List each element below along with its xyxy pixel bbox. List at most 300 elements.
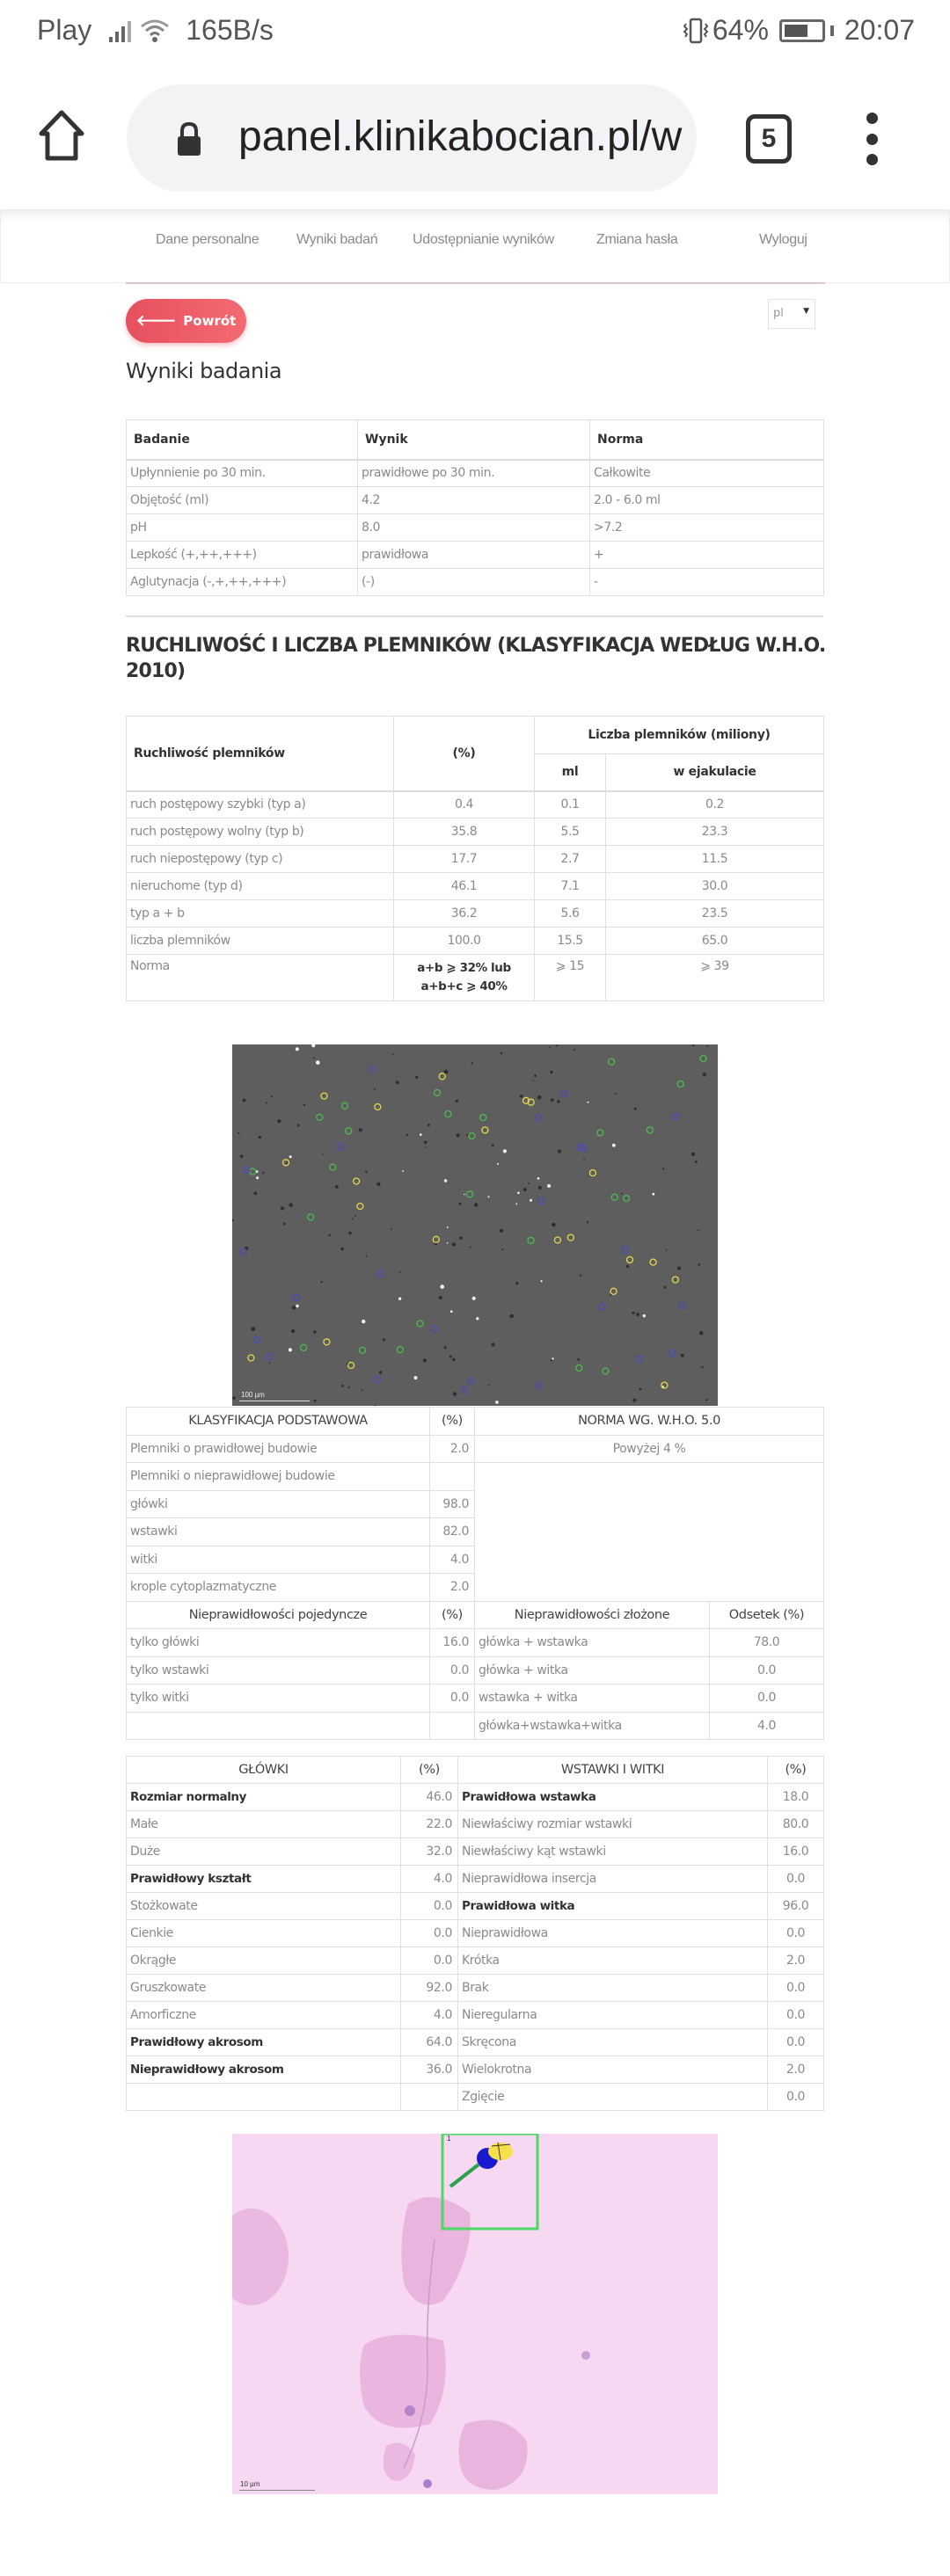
particle: [256, 1176, 259, 1179]
head-category-value: [401, 2084, 458, 2111]
particle: [253, 1192, 257, 1196]
head-category-value: 46.0: [401, 1784, 458, 1811]
particle: [341, 1385, 344, 1387]
overflow-menu-icon[interactable]: [866, 113, 878, 165]
col-header-result: Wynik: [358, 420, 590, 460]
particle: [695, 1161, 698, 1163]
particle: [399, 1271, 401, 1273]
head-category-label: Gruszkowate: [127, 1975, 401, 2002]
particle: [532, 1080, 534, 1081]
particle: [636, 1313, 639, 1316]
particle: [500, 1229, 503, 1233]
col-header-complex-abnormalities: Nieprawidłowości złożone: [475, 1601, 710, 1629]
test-result: 4.2: [358, 487, 590, 514]
particle: [379, 1371, 383, 1374]
particle: [626, 1265, 629, 1268]
count-per-ml: 0.1: [535, 791, 606, 819]
url-text[interactable]: panel.klinikabocian.pl/w: [238, 113, 683, 160]
particle: [706, 1045, 708, 1047]
particle: [423, 1358, 427, 1362]
sperm-marker: [348, 1363, 354, 1369]
head-category-value: 36.0: [401, 2056, 458, 2084]
sperm-marker: [467, 1191, 473, 1197]
sperm-marker: [554, 1237, 560, 1243]
sperm-marker: [537, 1383, 543, 1389]
particle: [320, 1281, 322, 1283]
particle: [677, 1266, 681, 1270]
test-result: prawidłowa: [358, 542, 590, 569]
particle: [698, 1230, 699, 1232]
motility-percent: 35.8: [394, 819, 535, 846]
sperm-marker: [589, 1170, 596, 1176]
battery-tip: [830, 25, 834, 36]
sperm-marker: [397, 1347, 403, 1353]
language-select[interactable]: [768, 299, 815, 329]
midpiece-category-value: 0.0: [768, 1975, 824, 2002]
particle: [550, 1071, 552, 1073]
complex-abnormality-label: główka + witka: [475, 1656, 710, 1685]
table-row: [127, 2056, 824, 2084]
caret-down-icon: ▼: [803, 307, 809, 316]
particle: [556, 1044, 558, 1046]
test-name: pH: [127, 514, 358, 542]
sperm-marker: [250, 1168, 256, 1175]
browser-toolbar: [0, 67, 950, 207]
sperm-marker: [599, 1303, 605, 1309]
sperm-marker: [359, 1347, 365, 1353]
particle: [470, 1247, 471, 1248]
table-row: [127, 1712, 824, 1740]
particle: [251, 1327, 255, 1331]
nav-test-results[interactable]: Wyniki badań: [296, 232, 378, 247]
head-category-value: 0.0: [401, 1947, 458, 1975]
sperm-marker: [346, 1128, 352, 1134]
midpiece-category-value: 80.0: [768, 1811, 824, 1838]
particle: [447, 1242, 449, 1244]
table-row: [127, 1975, 824, 2002]
particle: [457, 1133, 460, 1137]
particle: [439, 1296, 442, 1299]
particle: [515, 1282, 518, 1284]
sperm-marker: [469, 1133, 475, 1139]
particle: [406, 1134, 408, 1136]
motility-type: ruch postępowy szybki (typ a): [127, 791, 394, 819]
sperm-marker: [576, 1365, 582, 1372]
basic-results-table: [126, 419, 824, 596]
home-icon[interactable]: [37, 109, 86, 162]
sperm-marker: [357, 1204, 363, 1210]
particle: [313, 1058, 315, 1059]
col-header-midpieces-tails: WSTAWKI I WITKI: [458, 1757, 768, 1784]
table-row: [127, 1629, 824, 1657]
morphology-microscope-image: [232, 2134, 718, 2494]
language-value: pl: [773, 307, 784, 320]
particle: [476, 1317, 479, 1320]
particle: [283, 1223, 286, 1226]
sperm-marker: [624, 1196, 630, 1202]
test-norm: -: [590, 569, 824, 596]
table-row: [127, 791, 824, 819]
particle: [456, 1100, 458, 1102]
scale-label: 100 µm: [241, 1391, 265, 1399]
particle: [281, 1206, 284, 1210]
norm-ejaculate: ⩾ 39: [606, 955, 824, 1001]
particle: [296, 1047, 299, 1051]
midpiece-marker: [450, 2165, 479, 2187]
particle: [552, 1223, 556, 1227]
sperm-marker: [417, 1321, 423, 1327]
particle: [692, 1044, 695, 1046]
head-category-value: 64.0: [401, 2029, 458, 2056]
head-category-label: Duże: [127, 1838, 401, 1866]
table-row: [127, 1866, 824, 1893]
nav-share-results[interactable]: Udostępnianie wyników: [413, 232, 554, 247]
nucleus: [405, 2405, 415, 2416]
particle: [538, 1186, 542, 1190]
sperm-marker: [622, 1247, 628, 1253]
particle: [699, 1331, 704, 1335]
particle: [663, 1286, 666, 1289]
head-category-value: 22.0: [401, 1811, 458, 1838]
sperm-marker: [445, 1111, 451, 1117]
motility-type: ruch niepostępowy (typ c): [127, 846, 394, 873]
col-header-test: Badanie: [127, 420, 358, 460]
battery-percent: 64%: [712, 14, 769, 46]
particle: [366, 1255, 368, 1257]
particle: [361, 1389, 362, 1391]
address-bar[interactable]: [127, 84, 697, 192]
midpiece-category-value: 96.0: [768, 1893, 824, 1920]
sperm-marker: [669, 1350, 676, 1357]
motility-type: typ a + b: [127, 900, 394, 928]
status-bar: [0, 0, 950, 67]
sperm-marker: [240, 1248, 246, 1255]
head-category-value: 92.0: [401, 1975, 458, 2002]
table-row-norm: [127, 955, 824, 1001]
particle: [452, 1358, 455, 1361]
motility-type: nieruchome (typ d): [127, 873, 394, 900]
single-abnormality-label: tylko witki: [127, 1685, 430, 1713]
col-header-complex-percent: Odsetek (%): [710, 1601, 824, 1629]
particle: [240, 1155, 244, 1159]
cytoplasmic-droplets-value: 2.0: [430, 1574, 475, 1602]
table-row: [127, 1435, 824, 1463]
midpiece-category-value: 2.0: [768, 1947, 824, 1975]
particle: [328, 1234, 331, 1237]
particle: [396, 1081, 399, 1084]
complex-abnormality-value: 4.0: [710, 1712, 824, 1740]
table-row: [127, 928, 824, 955]
particle: [348, 1232, 351, 1234]
back-button[interactable]: [126, 299, 246, 343]
particle: [450, 1310, 453, 1313]
count-per-ml: 15.5: [535, 928, 606, 955]
particle: [289, 1348, 292, 1351]
sperm-marker: [480, 1115, 486, 1121]
test-norm: >7.2: [590, 514, 824, 542]
arrow-left-icon: 🡐: [135, 312, 177, 330]
sperm-marker: [567, 1234, 574, 1241]
particle: [523, 1188, 527, 1191]
midpiece-category-value: 0.0: [768, 1920, 824, 1947]
section-divider: [126, 615, 823, 617]
cell-blob: [232, 2209, 289, 2305]
norm-ml: ⩾ 15: [535, 955, 606, 1001]
particle: [444, 1346, 447, 1349]
sperm-marker: [462, 1386, 468, 1393]
test-name: Lepkość (+,++,+++): [127, 542, 358, 569]
sperm-marker: [468, 1379, 474, 1385]
particle: [316, 1060, 320, 1065]
particle: [238, 1132, 239, 1134]
sperm-marker: [647, 1127, 653, 1133]
particle: [447, 1226, 449, 1228]
single-abnormality-value: [430, 1712, 475, 1740]
morphology-table: [126, 1407, 824, 1740]
particle: [509, 1314, 514, 1319]
motility-image-canvas: [232, 1044, 718, 1406]
particle: [322, 1153, 324, 1155]
particle: [459, 1203, 462, 1205]
norm-label: Norma: [127, 955, 394, 1001]
particle: [335, 1185, 339, 1189]
midpiece-category-value: 2.0: [768, 2056, 824, 2084]
test-result: prawidłowe po 30 min.: [358, 460, 590, 487]
col-header-ml: ml: [535, 754, 606, 791]
midpiece-category-value: 16.0: [768, 1838, 824, 1866]
head-category-label: [127, 2084, 401, 2111]
table-row: [127, 900, 824, 928]
nucleus: [423, 2479, 432, 2488]
test-result: (-): [358, 569, 590, 596]
nav-divider: [126, 282, 825, 284]
complex-abnormality-label: główka + wstawka: [475, 1629, 710, 1657]
test-norm: Całkowite: [590, 460, 824, 487]
abnormal-heads-value: 98.0: [430, 1490, 475, 1518]
cytoplasmic-droplets-label: krople cytoplazmatyczne: [127, 1574, 430, 1602]
particle: [291, 1329, 295, 1333]
particle: [662, 1168, 664, 1169]
scale-bar: [239, 2490, 315, 2491]
table-row: [127, 1656, 824, 1685]
head-category-value: 4.0: [401, 1866, 458, 1893]
midpiece-category-label: Nieprawidłowa insercja: [458, 1866, 768, 1893]
midpiece-category-label: Skręcona: [458, 2029, 768, 2056]
particle: [698, 1263, 701, 1266]
particle: [289, 1203, 293, 1207]
nav-change-password[interactable]: Zmiana hasła: [596, 232, 678, 247]
particle: [558, 1150, 561, 1153]
sperm-marker: [597, 1130, 603, 1136]
sperm-marker: [538, 1197, 544, 1204]
norm-percent: [394, 955, 535, 1001]
particle: [666, 1249, 668, 1251]
site-nav: [0, 209, 950, 283]
table-row: [127, 1685, 824, 1713]
particle: [232, 1219, 234, 1222]
particle: [474, 1203, 478, 1206]
particle: [643, 1314, 646, 1317]
sperm-marker: [301, 1344, 307, 1350]
sperm-marker: [338, 1144, 344, 1150]
empty-norm-cell: [475, 1463, 824, 1602]
particle: [459, 1236, 463, 1240]
col-header-midpieces-percent: (%): [768, 1757, 824, 1784]
sperm-marker: [375, 1104, 381, 1110]
table-row: [127, 2084, 824, 2111]
particle: [574, 1049, 575, 1051]
sperm-marker: [308, 1214, 314, 1220]
motility-section-title: RUCHLIWOŚĆ I LICZBA PLEMNIKÓW (KLASYFIKACJA WEDŁUG W.H.O. 2010): [126, 635, 826, 682]
sperm-marker: [611, 1194, 618, 1200]
normal-morphology-value: 2.0: [430, 1435, 475, 1463]
complex-abnormality-value: 0.0: [710, 1656, 824, 1685]
count-ejaculate: 23.5: [606, 900, 824, 928]
table-row: [127, 1838, 824, 1866]
sperm-marker: [375, 1377, 381, 1383]
particle: [537, 1177, 540, 1180]
cell-blob: [360, 2335, 446, 2428]
midpiece-category-label: Prawidłowa wstawka: [458, 1784, 768, 1811]
sperm-marker: [342, 1102, 348, 1109]
particle: [398, 1298, 401, 1300]
norm-percent-line1: a+b ⩾ 32% lub: [417, 961, 511, 975]
col-header-who-norm: NORMA WG. W.H.O. 5.0: [475, 1408, 824, 1436]
particle: [271, 1095, 273, 1097]
single-abnormality-value: 0.0: [430, 1656, 475, 1685]
count-per-ml: 5.6: [535, 900, 606, 928]
count-per-ml: 5.5: [535, 819, 606, 846]
particle: [313, 1330, 316, 1333]
particle: [632, 1399, 636, 1402]
particle: [501, 1052, 503, 1055]
motility-microscope-image: [232, 1044, 718, 1406]
midpiece-category-value: 18.0: [768, 1784, 824, 1811]
particle: [402, 1170, 404, 1172]
count-per-ml: 2.7: [535, 846, 606, 873]
particle: [552, 1357, 553, 1359]
particle: [471, 1062, 473, 1064]
col-header-percent: (%): [394, 717, 535, 791]
col-header-single-percent: (%): [430, 1601, 475, 1629]
table-row: [127, 2002, 824, 2029]
sperm-marker: [482, 1127, 488, 1133]
complex-abnormality-value: 78.0: [710, 1629, 824, 1657]
table-row: [127, 487, 824, 514]
particle: [392, 1053, 394, 1055]
particle: [703, 1073, 706, 1076]
midpiece-category-label: Niewłaściwy rozmiar wstawki: [458, 1811, 768, 1838]
table-row: [127, 819, 824, 846]
sperm-marker: [673, 1114, 679, 1120]
count-ejaculate: 65.0: [606, 928, 824, 955]
nav-personal-data[interactable]: Dane personalne: [156, 232, 259, 247]
particle: [428, 1124, 430, 1126]
sperm-marker: [354, 1178, 360, 1184]
sperm-marker: [433, 1236, 439, 1242]
head-category-value: 0.0: [401, 1920, 458, 1947]
particle: [681, 1354, 684, 1357]
table-row: [127, 1811, 824, 1838]
sperm-marker: [324, 1339, 330, 1345]
particle: [497, 1163, 499, 1165]
particle: [232, 1396, 236, 1400]
particle: [415, 1076, 418, 1079]
sperm-marker: [317, 1114, 323, 1120]
sperm-marker: [627, 1256, 633, 1263]
sperm-marker: [432, 1326, 438, 1332]
particle: [515, 1203, 517, 1204]
single-abnormality-label: [127, 1712, 430, 1740]
table-row: [127, 1784, 824, 1811]
particle: [311, 1044, 315, 1047]
motility-percent: 0.4: [394, 791, 535, 819]
particle: [414, 1376, 418, 1379]
particle: [453, 1392, 457, 1395]
table-row: [127, 1893, 824, 1920]
heads-midpieces-table: [126, 1756, 824, 2111]
nucleus: [581, 2351, 590, 2360]
particle: [420, 1133, 422, 1136]
particle: [583, 1160, 585, 1161]
particle: [639, 1388, 642, 1391]
head-category-label: Małe: [127, 1811, 401, 1838]
particle: [491, 1343, 494, 1346]
head-category-value: 0.0: [401, 1893, 458, 1920]
particle: [289, 1155, 292, 1158]
head-category-value: 32.0: [401, 1838, 458, 1866]
sperm-marker: [661, 1382, 668, 1388]
single-abnormality-value: 16.0: [430, 1629, 475, 1657]
particle: [503, 1149, 507, 1153]
particle: [440, 1284, 444, 1289]
head-category-label: Stożkowate: [127, 1893, 401, 1920]
back-button-label: Powrót: [183, 313, 237, 329]
sperm-marker: [535, 1115, 541, 1121]
particle: [537, 1095, 542, 1100]
particle: [577, 1358, 580, 1361]
particle: [314, 1400, 317, 1402]
particle: [452, 1242, 456, 1246]
sperm-marker: [528, 1237, 534, 1243]
particle: [615, 1093, 617, 1095]
carrier-name: Play: [37, 14, 92, 46]
particle: [551, 1359, 552, 1361]
abnormal-heads-label: główki: [127, 1490, 430, 1518]
normal-morphology-norm: Powyżej 4 %: [475, 1435, 824, 1463]
abnormal-tails-label: witki: [127, 1546, 430, 1574]
particle: [348, 1386, 350, 1388]
test-name: Aglutynacja (-,+,++,+++): [127, 569, 358, 596]
tab-switcher-button[interactable]: 5: [746, 114, 792, 164]
particle: [541, 1280, 543, 1282]
complex-abnormality-label: wstawka + witka: [475, 1685, 710, 1713]
particle: [557, 1100, 559, 1102]
cell-blob: [401, 2197, 470, 2305]
particle: [449, 1356, 452, 1358]
test-name: Upłynnienie po 30 min.: [127, 460, 358, 487]
count-ejaculate: 23.3: [606, 819, 824, 846]
nav-logout[interactable]: Wyloguj: [759, 232, 808, 247]
clock: 20:07: [844, 14, 915, 46]
sperm-marker: [248, 1355, 254, 1361]
particle: [587, 1221, 588, 1223]
midpiece-category-label: Nieprawidłowa: [458, 1920, 768, 1947]
particle: [269, 1362, 271, 1364]
particle: [495, 1401, 499, 1404]
table-row: [127, 1920, 824, 1947]
particle: [374, 1088, 376, 1090]
